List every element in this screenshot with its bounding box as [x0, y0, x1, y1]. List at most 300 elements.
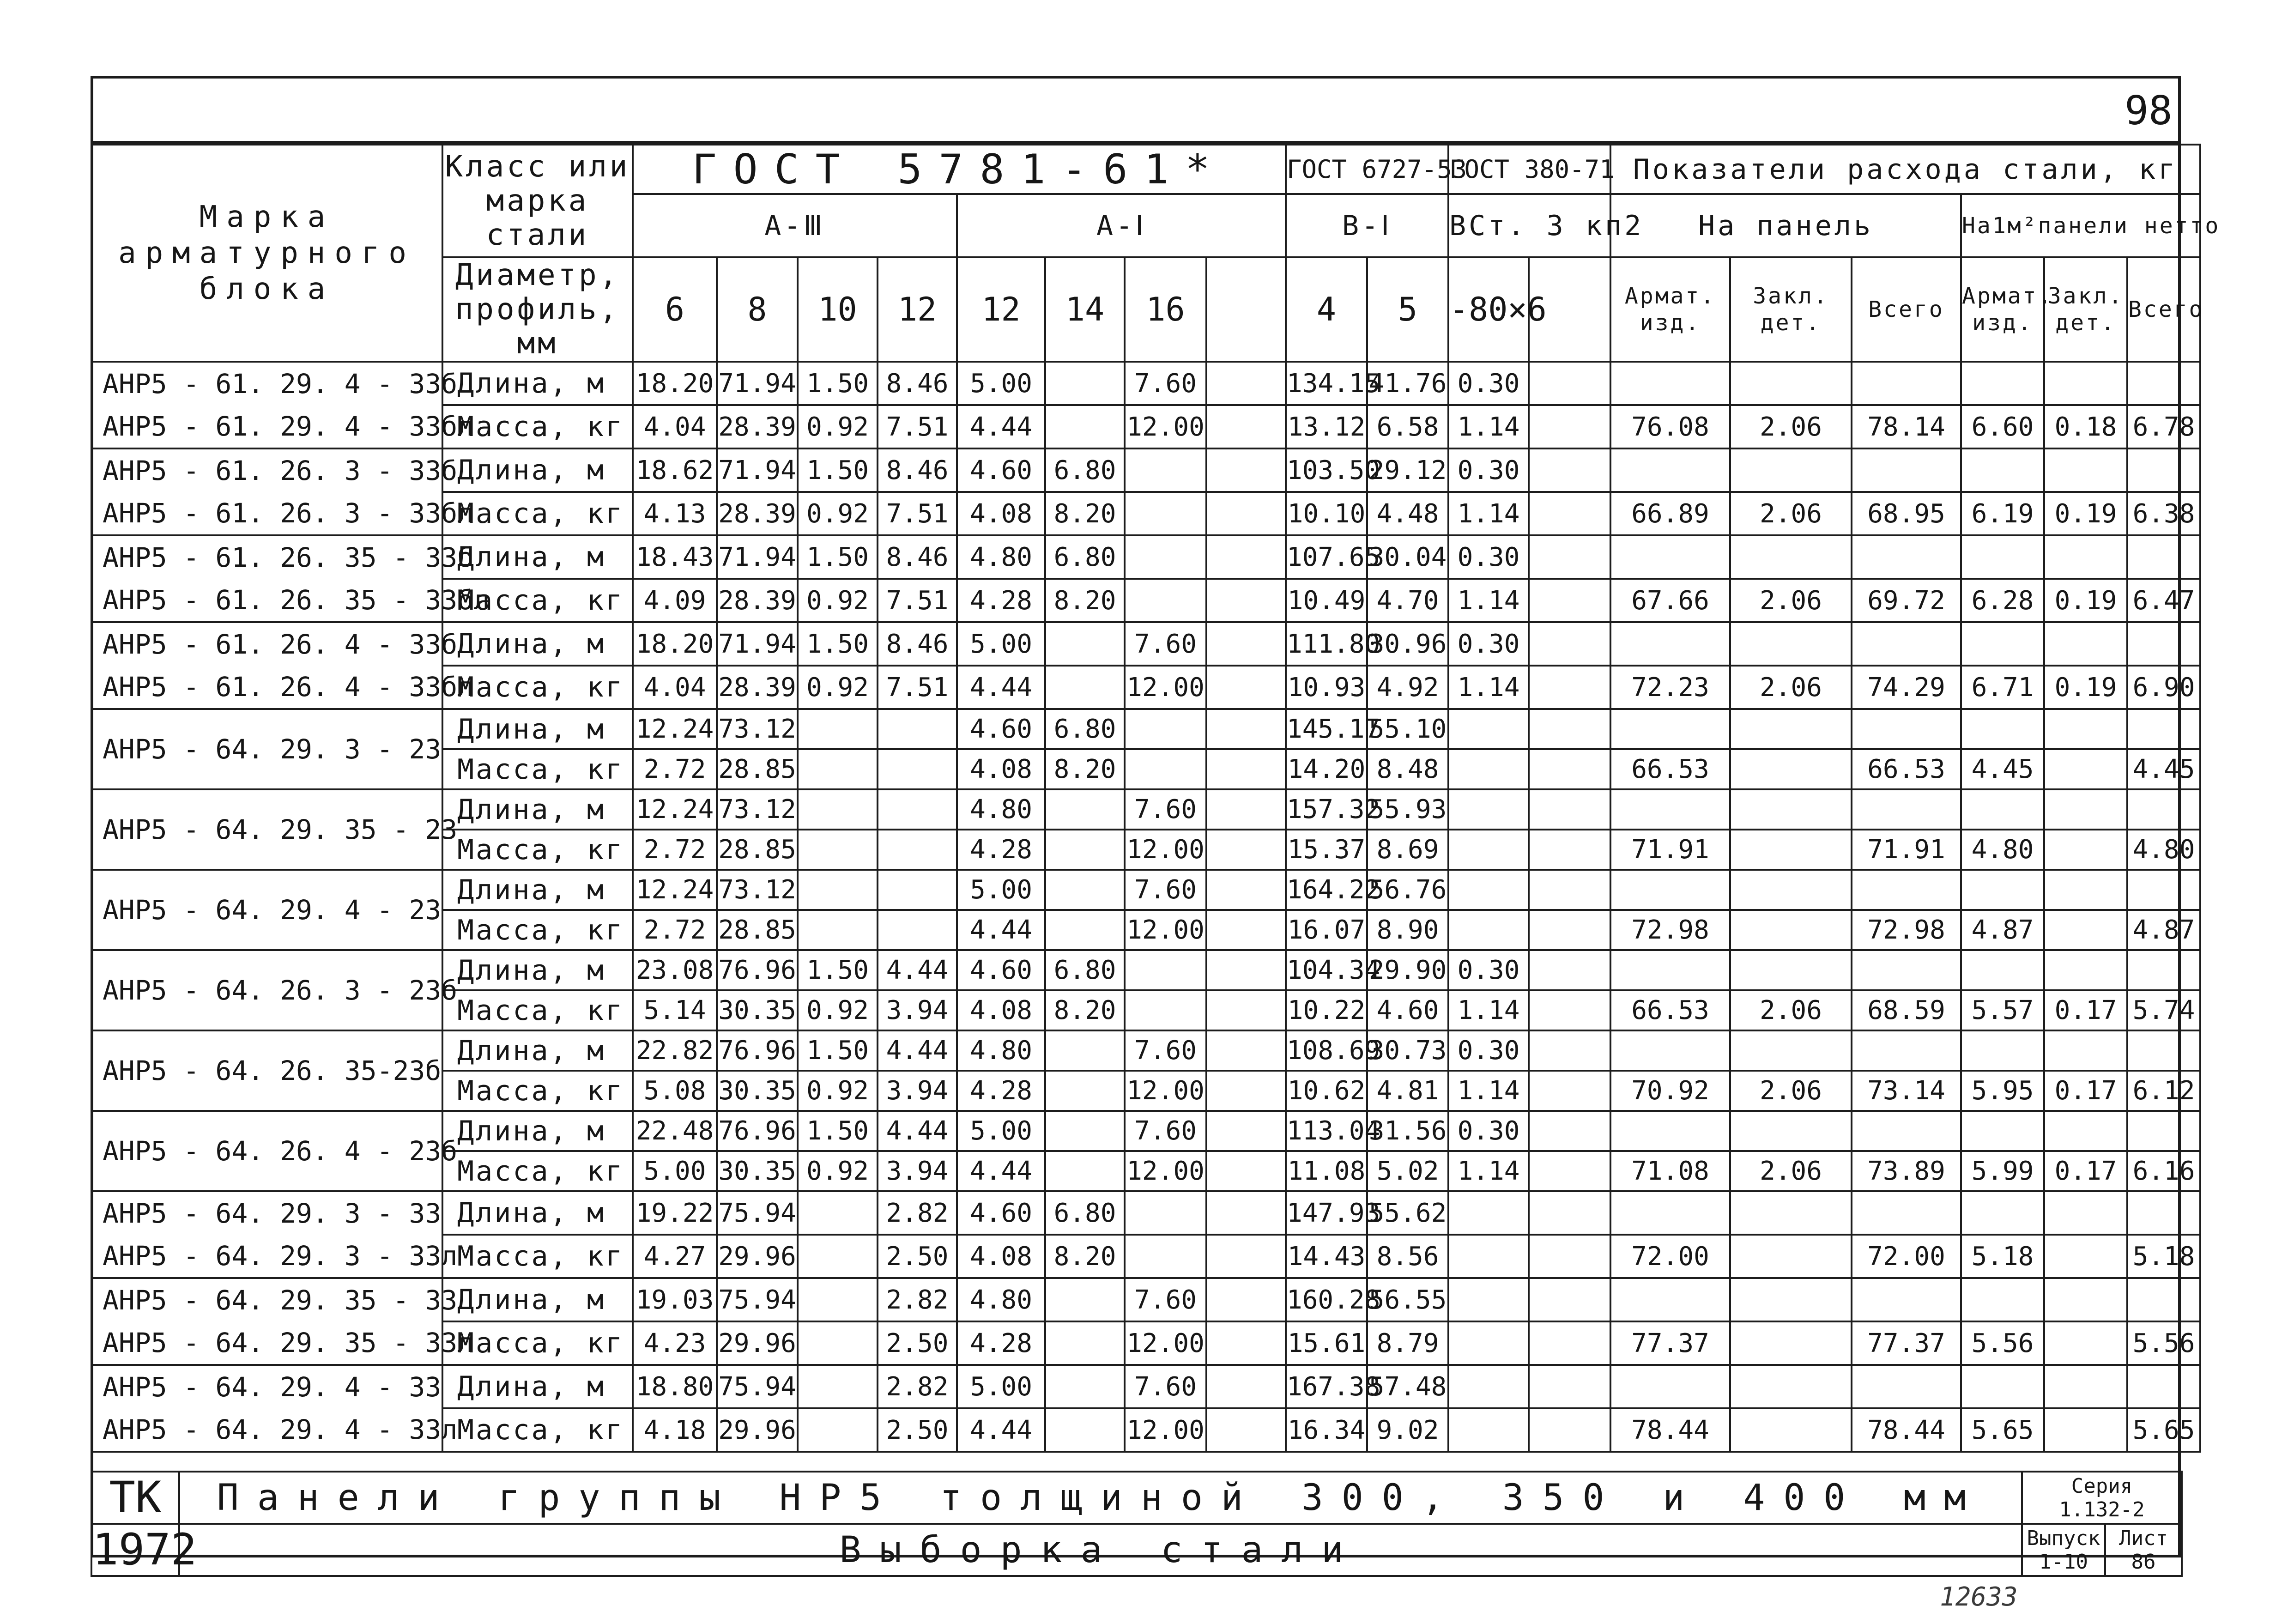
length-cell: 0.30 — [1448, 535, 1529, 579]
summary-empty-cell — [2127, 535, 2200, 579]
mass-cell — [1448, 910, 1529, 950]
mass-cell: 2.72 — [633, 830, 717, 870]
summary-empty-cell — [1730, 1365, 1852, 1408]
mass-cell — [878, 749, 957, 789]
row-label-mass: Масса, кг — [442, 1235, 633, 1278]
mass-cell: 4.44 — [957, 1151, 1045, 1191]
issue-cell — [2022, 1524, 2105, 1576]
mass-cell: 29.96 — [717, 1408, 798, 1452]
length-cell: 29.90 — [1367, 950, 1448, 990]
length-cell — [1206, 1111, 1286, 1151]
length-cell: 104.34 — [1286, 950, 1367, 990]
mass-cell: 16.07 — [1286, 910, 1367, 950]
length-cell — [878, 870, 957, 910]
mass-cell: 5.08 — [633, 1071, 717, 1111]
diameter-col-5: 14 — [1045, 257, 1125, 362]
mass-cell — [1206, 579, 1286, 622]
summary-empty-cell — [1852, 362, 1961, 405]
length-cell — [1206, 870, 1286, 910]
length-cell: 0.30 — [1448, 448, 1529, 492]
summary-cell — [1730, 1235, 1852, 1278]
series-cell — [2022, 1472, 2182, 1524]
mass-cell: 4.27 — [633, 1235, 717, 1278]
summary-cell: 6.71 — [1961, 666, 2044, 709]
block-mark: АНР5 - 64. 29. 35 - 33 АНР5 - 64. 29. 35 - 33л — [91, 1278, 442, 1365]
mass-cell — [1529, 990, 1610, 1030]
row-label-mass: Масса, кг — [442, 492, 633, 535]
sheet-label: Лист — [2119, 1526, 2168, 1550]
summary-cell: 78.44 — [1610, 1408, 1730, 1452]
summary-empty-cell — [2044, 709, 2127, 749]
mass-cell — [1448, 749, 1529, 789]
length-cell: 6.80 — [1045, 1191, 1125, 1235]
length-cell: 0.30 — [1448, 1030, 1529, 1071]
mass-cell: 10.22 — [1286, 990, 1367, 1030]
mark-header: Марка арматурного блока — [91, 145, 442, 362]
mass-cell: 4.60 — [1367, 990, 1448, 1030]
summary-cell: 70.92 — [1610, 1071, 1730, 1111]
length-cell: 71.94 — [717, 622, 798, 666]
block-mark: АНР5 - 64. 29. 4 - 23 — [91, 870, 442, 950]
summary-cell: 5.18 — [2127, 1235, 2200, 1278]
summary-empty-cell — [1610, 622, 1730, 666]
series-value: 1.132-2 — [2059, 1497, 2145, 1521]
mass-cell: 28.39 — [717, 492, 798, 535]
length-cell — [1448, 870, 1529, 910]
mass-cell: 4.92 — [1367, 666, 1448, 709]
table-row — [91, 1030, 2200, 1071]
mass-cell: 0.92 — [798, 1151, 878, 1191]
mass-cell: 15.61 — [1286, 1321, 1367, 1365]
mass-cell — [1529, 1235, 1610, 1278]
block-mark: АНР5 - 64. 26. 3 - 23б — [91, 950, 442, 1030]
length-cell: 0.30 — [1448, 362, 1529, 405]
length-cell — [1045, 362, 1125, 405]
length-cell — [1045, 870, 1125, 910]
summary-empty-cell — [1610, 535, 1730, 579]
length-cell: 76.96 — [717, 1111, 798, 1151]
length-cell — [1206, 709, 1286, 749]
length-cell: 8.46 — [878, 362, 957, 405]
summary-empty-cell — [1610, 362, 1730, 405]
summary-empty-cell — [2044, 362, 2127, 405]
length-cell: 55.93 — [1367, 789, 1448, 830]
per-m2-header: На1м²панели нетто — [1961, 194, 2200, 257]
mass-cell: 1.14 — [1448, 405, 1529, 448]
mass-cell: 4.44 — [957, 1408, 1045, 1452]
class-a3-header: А-Ⅲ — [633, 194, 957, 257]
mass-cell: 11.08 — [1286, 1151, 1367, 1191]
length-cell: 134.15 — [1286, 362, 1367, 405]
length-cell — [1045, 1111, 1125, 1151]
length-cell — [798, 1278, 878, 1321]
length-cell — [1045, 1030, 1125, 1071]
length-cell — [1045, 1278, 1125, 1321]
summary-empty-cell — [1961, 448, 2044, 492]
length-cell — [1125, 709, 1206, 749]
length-cell: 19.22 — [633, 1191, 717, 1235]
length-cell: 75.94 — [717, 1191, 798, 1235]
summary-cell: 5.56 — [1961, 1321, 2044, 1365]
class-vst-header: ВСт. 3 кп2 — [1448, 194, 1610, 257]
length-cell: 18.20 — [633, 362, 717, 405]
summary-empty-cell — [2044, 1278, 2127, 1321]
mass-cell — [1206, 405, 1286, 448]
summary-cell: 5.57 — [1961, 990, 2044, 1030]
length-cell: 56.55 — [1367, 1278, 1448, 1321]
length-cell: 73.12 — [717, 709, 798, 749]
summary-empty-cell — [1852, 1191, 1961, 1235]
mass-cell — [1529, 1071, 1610, 1111]
summary-cell: 6.38 — [2127, 492, 2200, 535]
length-cell: 1.50 — [798, 535, 878, 579]
summary-empty-cell — [1852, 1030, 1961, 1071]
length-cell — [1206, 448, 1286, 492]
length-cell: 71.94 — [717, 448, 798, 492]
summary-empty-cell — [2127, 1365, 2200, 1408]
length-cell — [1206, 1191, 1286, 1235]
mass-cell: 14.20 — [1286, 749, 1367, 789]
mass-cell: 8.20 — [1045, 579, 1125, 622]
block-mark: АНР5 - 64. 29. 4 - 33 АНР5 - 64. 29. 4 - 33л — [91, 1365, 442, 1452]
title-line-1: Панели группы НР5 толщиной 300, 350 и 400 мм — [179, 1472, 2022, 1524]
mass-cell: 4.28 — [957, 830, 1045, 870]
summary-cell: 2.06 — [1730, 579, 1852, 622]
mass-cell — [1448, 1235, 1529, 1278]
gost-5781-header: ГОСТ 5781-61* — [633, 145, 1286, 194]
summary-empty-cell — [1730, 709, 1852, 749]
summary-empty-cell — [2127, 622, 2200, 666]
row-label-length: Длина, м — [442, 535, 633, 579]
length-cell: 4.44 — [878, 1111, 957, 1151]
mass-cell — [1448, 1321, 1529, 1365]
diameter-col-9: 5 — [1367, 257, 1448, 362]
summary-cell — [2044, 830, 2127, 870]
block-mark: АНР5 - 64. 26. 4 - 23б — [91, 1111, 442, 1191]
length-cell: 6.80 — [1045, 448, 1125, 492]
summary-cell: 72.98 — [1852, 910, 1961, 950]
length-cell: 4.60 — [957, 950, 1045, 990]
summary-empty-cell — [2044, 1111, 2127, 1151]
sheet-cell — [2105, 1524, 2182, 1576]
table-row — [91, 870, 2200, 910]
summary-empty-cell — [1852, 1365, 1961, 1408]
mass-cell: 30.35 — [717, 1151, 798, 1191]
summary-empty-cell — [1852, 1278, 1961, 1321]
summary-empty-cell — [1852, 622, 1961, 666]
summary-empty-cell — [1610, 1030, 1730, 1071]
mass-cell — [1529, 830, 1610, 870]
length-cell: 73.12 — [717, 870, 798, 910]
mass-cell — [1206, 749, 1286, 789]
diameter-col-0: 6 — [633, 257, 717, 362]
summary-cell: 2.06 — [1730, 666, 1852, 709]
block-mark: АНР5 - 61. 26. 3 - 33б АНР5 - 61. 26. 3 - 33бл — [91, 448, 442, 535]
summary-empty-cell — [1730, 1030, 1852, 1071]
mass-cell: 0.92 — [798, 405, 878, 448]
summary-cell: 6.12 — [2127, 1071, 2200, 1111]
row-label-mass: Масса, кг — [442, 749, 633, 789]
mass-cell — [1045, 830, 1125, 870]
mass-cell: 4.04 — [633, 666, 717, 709]
length-cell — [1206, 1365, 1286, 1408]
mass-cell: 8.56 — [1367, 1235, 1448, 1278]
length-cell: 5.00 — [957, 362, 1045, 405]
mass-cell — [798, 1235, 878, 1278]
summary-empty-cell — [1852, 535, 1961, 579]
summary-empty-cell — [1961, 1278, 2044, 1321]
mass-cell — [1529, 666, 1610, 709]
length-cell — [1206, 789, 1286, 830]
length-cell: 30.96 — [1367, 622, 1448, 666]
summary-cell: 0.18 — [2044, 405, 2127, 448]
issue-value: 1-10 — [2039, 1550, 2088, 1574]
mass-cell — [1529, 405, 1610, 448]
summary-cell: 5.65 — [1961, 1408, 2044, 1452]
length-cell: 18.20 — [633, 622, 717, 666]
summary-cell: 74.29 — [1852, 666, 1961, 709]
diameter-col-3: 12 — [878, 257, 957, 362]
length-cell: 107.65 — [1286, 535, 1367, 579]
summary-cell: 2.06 — [1730, 1071, 1852, 1111]
mass-cell: 12.00 — [1125, 1408, 1206, 1452]
summary-cell: 0.19 — [2044, 579, 2127, 622]
mass-cell: 4.23 — [633, 1321, 717, 1365]
length-cell: 7.60 — [1125, 362, 1206, 405]
summary-empty-cell — [2127, 1191, 2200, 1235]
mass-cell — [1045, 1151, 1125, 1191]
mass-cell: 10.93 — [1286, 666, 1367, 709]
summary-empty-cell — [1730, 870, 1852, 910]
table-row — [91, 448, 2200, 492]
length-cell: 73.12 — [717, 789, 798, 830]
mass-cell: 4.28 — [957, 579, 1045, 622]
row-label-length: Длина, м — [442, 362, 633, 405]
archive-number: 12633 — [1940, 1582, 2018, 1612]
mass-cell: 2.50 — [878, 1321, 957, 1365]
length-cell — [1206, 622, 1286, 666]
summary-cell: 66.53 — [1610, 990, 1730, 1030]
summary-empty-cell — [1730, 448, 1852, 492]
length-cell: 5.00 — [957, 1365, 1045, 1408]
col-total-m2: Всего — [2127, 257, 2200, 362]
length-cell: 111.80 — [1286, 622, 1367, 666]
mass-cell: 7.51 — [878, 492, 957, 535]
summary-empty-cell — [1852, 448, 1961, 492]
length-cell — [1045, 789, 1125, 830]
length-cell: 1.50 — [798, 448, 878, 492]
diameter-col-7 — [1206, 257, 1286, 362]
length-cell — [1529, 1191, 1610, 1235]
summary-cell: 76.08 — [1610, 405, 1730, 448]
mass-cell — [1448, 1408, 1529, 1452]
summary-empty-cell — [2127, 789, 2200, 830]
mass-cell: 0.92 — [798, 492, 878, 535]
summary-cell: 5.99 — [1961, 1151, 2044, 1191]
summary-cell: 72.00 — [1610, 1235, 1730, 1278]
length-cell: 71.94 — [717, 362, 798, 405]
mass-cell — [1045, 666, 1125, 709]
summary-cell: 71.08 — [1610, 1151, 1730, 1191]
block-mark: АНР5 - 61. 29. 4 - 33б АНР5 - 61. 29. 4 - 33бл — [91, 362, 442, 448]
row-label-length: Длина, м — [442, 1111, 633, 1151]
row-label-mass: Масса, кг — [442, 910, 633, 950]
summary-cell: 6.78 — [2127, 405, 2200, 448]
summary-cell: 4.80 — [2127, 830, 2200, 870]
mass-cell: 6.58 — [1367, 405, 1448, 448]
mass-cell: 1.14 — [1448, 492, 1529, 535]
mass-cell: 1.14 — [1448, 579, 1529, 622]
summary-cell: 66.53 — [1610, 749, 1730, 789]
year: 1972 — [92, 1525, 197, 1575]
length-cell — [1448, 1191, 1529, 1235]
length-cell — [1045, 1365, 1125, 1408]
length-cell: 6.80 — [1045, 709, 1125, 749]
mass-cell — [1045, 1321, 1125, 1365]
summary-empty-cell — [1961, 1111, 2044, 1151]
length-cell: 4.80 — [957, 1030, 1045, 1071]
mass-cell — [1206, 666, 1286, 709]
mass-cell: 12.00 — [1125, 405, 1206, 448]
summary-empty-cell — [1610, 1365, 1730, 1408]
length-cell: 55.62 — [1367, 1191, 1448, 1235]
summary-empty-cell — [1610, 870, 1730, 910]
length-cell: 2.82 — [878, 1365, 957, 1408]
length-cell: 5.00 — [957, 870, 1045, 910]
summary-cell: 78.14 — [1852, 405, 1961, 448]
length-cell: 4.44 — [878, 950, 957, 990]
diameter-col-6: 16 — [1125, 257, 1206, 362]
length-cell — [1529, 950, 1610, 990]
summary-empty-cell — [1961, 1191, 2044, 1235]
length-cell — [1125, 448, 1206, 492]
summary-cell: 66.89 — [1610, 492, 1730, 535]
length-cell: 108.69 — [1286, 1030, 1367, 1071]
mass-cell: 12.00 — [1125, 666, 1206, 709]
mass-cell: 12.00 — [1125, 1071, 1206, 1111]
length-cell: 1.50 — [798, 622, 878, 666]
summary-empty-cell — [1961, 1365, 2044, 1408]
mass-cell: 4.08 — [957, 492, 1045, 535]
mass-cell: 0.92 — [798, 990, 878, 1030]
table-row — [91, 362, 2200, 405]
mass-cell — [1206, 990, 1286, 1030]
length-cell — [1206, 950, 1286, 990]
summary-empty-cell — [2044, 789, 2127, 830]
length-cell — [1529, 1111, 1610, 1151]
summary-empty-cell — [2127, 1030, 2200, 1071]
length-cell — [1125, 1191, 1206, 1235]
summary-empty-cell — [1730, 622, 1852, 666]
length-cell: 8.46 — [878, 448, 957, 492]
mass-cell: 3.94 — [878, 990, 957, 1030]
length-cell — [1529, 535, 1610, 579]
length-cell: 1.50 — [798, 950, 878, 990]
summary-empty-cell — [2127, 362, 2200, 405]
mass-cell: 4.70 — [1367, 579, 1448, 622]
summary-cell: 2.06 — [1730, 990, 1852, 1030]
class-header: Класс или марка стали — [442, 145, 633, 257]
mass-cell: 1.14 — [1448, 990, 1529, 1030]
summary-empty-cell — [2127, 870, 2200, 910]
length-cell — [798, 1191, 878, 1235]
mass-cell: 4.44 — [957, 405, 1045, 448]
block-mark: АНР5 - 64. 26. 35-23б — [91, 1030, 442, 1111]
summary-empty-cell — [1610, 1278, 1730, 1321]
mass-cell: 28.39 — [717, 405, 798, 448]
mass-cell: 4.28 — [957, 1321, 1045, 1365]
summary-empty-cell — [2044, 1365, 2127, 1408]
mass-cell — [798, 830, 878, 870]
row-label-mass: Масса, кг — [442, 1071, 633, 1111]
summary-cell — [1730, 749, 1852, 789]
length-cell: 23.08 — [633, 950, 717, 990]
summary-cell: 4.87 — [1961, 910, 2044, 950]
length-cell: 31.56 — [1367, 1111, 1448, 1151]
table-row — [91, 1365, 2200, 1408]
length-cell: 30.73 — [1367, 1030, 1448, 1071]
length-cell: 12.24 — [633, 870, 717, 910]
mass-cell — [798, 910, 878, 950]
length-cell — [798, 1365, 878, 1408]
summary-empty-cell — [1961, 362, 2044, 405]
length-cell — [1125, 535, 1206, 579]
table-row — [91, 622, 2200, 666]
table-row — [91, 1278, 2200, 1321]
col-armat-m2: Армат. изд. — [1961, 257, 2044, 362]
summary-cell: 68.95 — [1852, 492, 1961, 535]
length-cell: 4.60 — [957, 709, 1045, 749]
summary-empty-cell — [1610, 1111, 1730, 1151]
mass-cell: 5.02 — [1367, 1151, 1448, 1191]
length-cell: 0.30 — [1448, 950, 1529, 990]
length-cell: 2.82 — [878, 1191, 957, 1235]
row-label-length: Длина, м — [442, 789, 633, 830]
summary-empty-cell — [1961, 622, 2044, 666]
length-cell: 7.60 — [1125, 1365, 1206, 1408]
length-cell — [1448, 1365, 1529, 1408]
summary-cell: 72.23 — [1610, 666, 1730, 709]
length-cell: 157.32 — [1286, 789, 1367, 830]
summary-empty-cell — [2044, 535, 2127, 579]
table-row — [91, 950, 2200, 990]
mass-cell: 15.37 — [1286, 830, 1367, 870]
length-cell: 7.60 — [1125, 870, 1206, 910]
summary-cell: 4.80 — [1961, 830, 2044, 870]
summary-empty-cell — [2127, 448, 2200, 492]
length-cell: 75.94 — [717, 1278, 798, 1321]
length-cell: 19.03 — [633, 1278, 717, 1321]
summary-cell: 0.17 — [2044, 1071, 2127, 1111]
block-mark: АНР5 - 61. 26. 35 - 33б АНР5 - 61. 26. 35 - 33бл — [91, 535, 442, 622]
length-cell — [1529, 789, 1610, 830]
length-cell: 113.04 — [1286, 1111, 1367, 1151]
length-cell: 167.38 — [1286, 1365, 1367, 1408]
length-cell — [1529, 1365, 1610, 1408]
mass-cell: 1.14 — [1448, 1151, 1529, 1191]
diameter-header: Диаметр, профиль, мм — [442, 257, 633, 362]
mass-cell: 2.50 — [878, 1235, 957, 1278]
gost-6727-header: ГОСТ 6727-53 — [1286, 145, 1448, 194]
row-label-mass: Масса, кг — [442, 830, 633, 870]
mass-cell — [1125, 492, 1206, 535]
length-cell: 75.94 — [717, 1365, 798, 1408]
mass-cell — [1529, 579, 1610, 622]
summary-empty-cell — [2044, 1030, 2127, 1071]
length-cell: 145.17 — [1286, 709, 1367, 749]
summary-cell: 71.91 — [1610, 830, 1730, 870]
mass-cell: 0.92 — [798, 1071, 878, 1111]
